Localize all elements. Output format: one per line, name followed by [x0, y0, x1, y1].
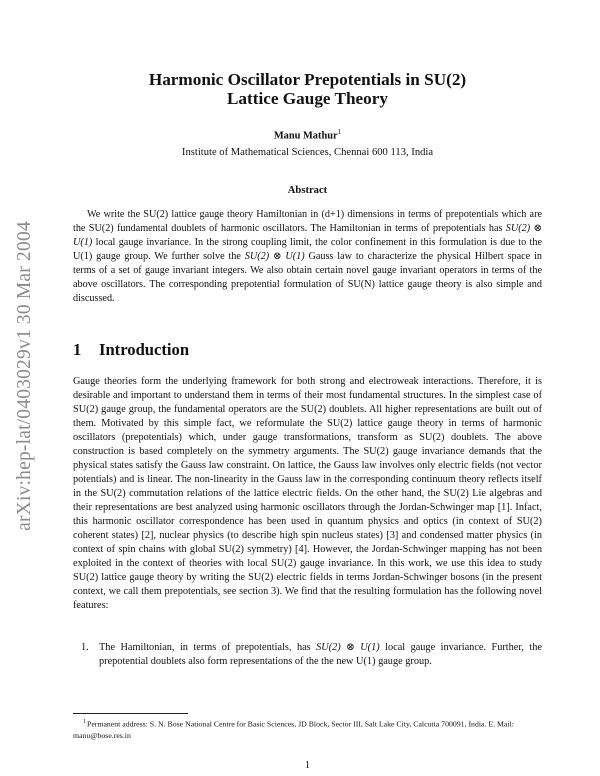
- author-footnote-mark: 1: [337, 128, 342, 136]
- author-name: Manu Mathur: [273, 130, 338, 142]
- section-title: Introduction: [99, 340, 190, 359]
- abstract-text-3: Gauss law to characterize the physical Hilbert space in terms of a set of gauge invariant integers. We also obtain certain novel gauge invariant operators in terms of the above oscillators. The corresponding prepotential formulation of SU(N) lattice gauge theory is also simple and discussed.: [73, 251, 542, 304]
- author-line: [73, 128, 542, 141]
- page-number: 1: [304, 760, 311, 771]
- list-item-text-1: The Hamiltonian, in terms of prepotentials, has: [99, 642, 317, 653]
- introduction-paragraph: Gauge theories form the underlying framework for both strong and electroweak interactions. Therefore, it is desirable and important to understand them in terms of their most fundamental structures. In the simplest case of SU(2) gauge group, the fundamental operators are the SU(2) doublets. All higher representations are built out of them. Motivated by this simple fact, we reformulate the SU(2) lattice gauge theory in terms of harmonic oscillators (prepotentials) which, under gauge transformations, transform as SU(2) doublets. The above construction is based completely on the symmetry arguments. The SU(2) gauge invariance demands that the physical states satisfy the Gauss law constraint. On lattice, the Gauss law involves only electric fields (not vector potentials) and is linear. The non-linearity in the Gauss law in the corresponding continuum theory reflects itself in the SU(2) commutation relations of the lattice electric fields. On the other hand, the SU(2) Lie algebras and their representations are best analyzed using harmonic oscillators through the Jordan-Schwinger map [1]. Infact, this harmonic oscillator correspondence has been used in quantum physics and optics (in context of SU(2) coherent states) [2], nuclear physics (to describe high spin nucleus states) [3] and condensed matter physics (in context of spin chains with global SU(2) symmetry) [4]. However, the Jordan-Schwinger mapping has not been exploited in the context of theories with local SU(2) gauge invariance. In this work, we use this idea to study SU(2) lattice gauge theory by writing the SU(2) electric fields in terms Jordan-Schwinger bosons (in the present context, we call them prepotentials, see section 3). We find that the resulting formulation has the following novel features:: [73, 376, 542, 611]
- list-item-marker: 1.: [81, 642, 89, 653]
- abstract-math-1: SU(2) ⊗ U(1): [73, 223, 542, 248]
- footnote-mark: 1: [83, 719, 86, 725]
- section-heading: [73, 340, 542, 360]
- abstract-heading: Abstract: [287, 185, 328, 196]
- paper-title: [73, 70, 542, 108]
- title-line-1: Harmonic Oscillator Prepotentials in SU(2): [148, 70, 467, 89]
- affiliation: Institute of Mathematical Sciences, Chennai 600 113, India: [181, 147, 434, 158]
- footnote: [73, 717, 542, 741]
- arxiv-identifier: [10, 198, 40, 553]
- footnote-rule: [73, 713, 188, 714]
- title-line-2: Lattice Gauge Theory: [226, 89, 389, 108]
- section-number: 1: [73, 340, 82, 359]
- abstract-text-1: We write the SU(2) lattice gauge theory Hamiltonian in (d+1) dimensions in terms of prepotentials which are the SU(2) fundamental doublets of harmonic oscillators. The Hamiltonian in terms of prepotentials has: [73, 209, 542, 234]
- abstract-math-2: SU(2) ⊗ U(1): [244, 251, 305, 262]
- list-item: [81, 641, 542, 669]
- abstract-text-2: local gauge invariance. In the strong coupling limit, the color confinement in this formulation is due to the U(1) gauge group. We further solve the: [73, 237, 542, 262]
- arxiv-id-text: arXiv:hep-lat/0403029v1 30 Mar 2004: [14, 220, 35, 531]
- abstract-body: [73, 208, 542, 306]
- list-item-math: SU(2) ⊗ U(1): [316, 642, 380, 653]
- list-item-text-2: local gauge invariance. Further, the prepotential doublets also form representations of the the new U(1) gauge group.: [99, 642, 542, 667]
- footnote-text: Permanent address: S. N. Bose National Centre for Basic Sciences, JD Block, Sector III, Salt Lake City, Calcutta 700091, India. E. Mail: manu@bose.res.in: [73, 719, 514, 740]
